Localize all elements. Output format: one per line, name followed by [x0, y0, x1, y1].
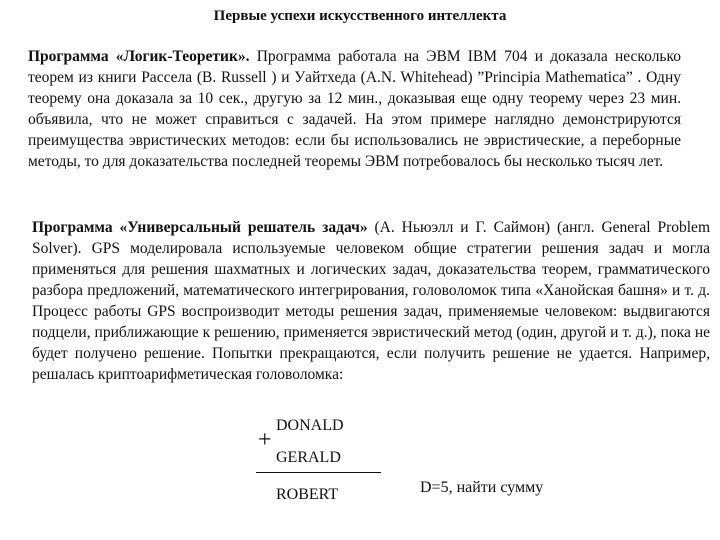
logic-theorist-heading: Программа «Логик-Теоретик».: [28, 48, 250, 65]
puzzle-note: D=5, найти сумму: [420, 479, 544, 496]
logic-theorist-text: Программа работала на ЭВМ IBM 704 и доказала несколько теорем из книги Рассела (B. Russell ) и Уайтхеда (A.N. Whitehead) ”Principia Mathematica” . Одну теорему она доказала за 10 сек., другую за 12 мин., доказывая еще одну теорему через 23 мин. объявила, что не может справиться с задачей. На этом примере наглядно демонстрируются преимущества эвристических методов: если бы использовались не эвристические, а переборные методы, то для доказательства последней теоремы ЭВМ потребовалось бы несколько тысяч лет.: [28, 48, 681, 170]
puzzle-plus-sign: +: [258, 427, 272, 453]
gps-heading: Программа «Универсальный решатель задач»: [32, 219, 368, 236]
puzzle-sum-line: [256, 472, 381, 473]
puzzle-addend-1: DONALD: [276, 417, 344, 434]
page-title: Первые успехи искусственного интеллекта: [213, 8, 507, 24]
puzzle-result: ROBERT: [276, 486, 339, 503]
logic-theorist-paragraph: [28, 46, 681, 172]
gps-paragraph: [32, 217, 710, 385]
gps-text: (А. Ньюэлл и Г. Саймон) (англ. General Problem Solver). GPS моделировала используемые человеком общие стратегии решения задач и могла применяться для решения шахматных и логических задач, доказательства теорем, грамматического разбора предложений, математического интегрирования, головоломок типа «Ханойская башня» и т. д. Процесс работы GPS воспроизводит методы решения задач, применяемые человеком: выдвигаются подцели, приближающие к решению, применяется эвристический метод (один, другой и т. д.), пока не будет получено решение. Попытки прекращаются, если получить решение не удается. Например, решалась криптоарифметическая головоломка:: [32, 219, 710, 383]
puzzle-addend-2: GERALD: [276, 449, 341, 466]
